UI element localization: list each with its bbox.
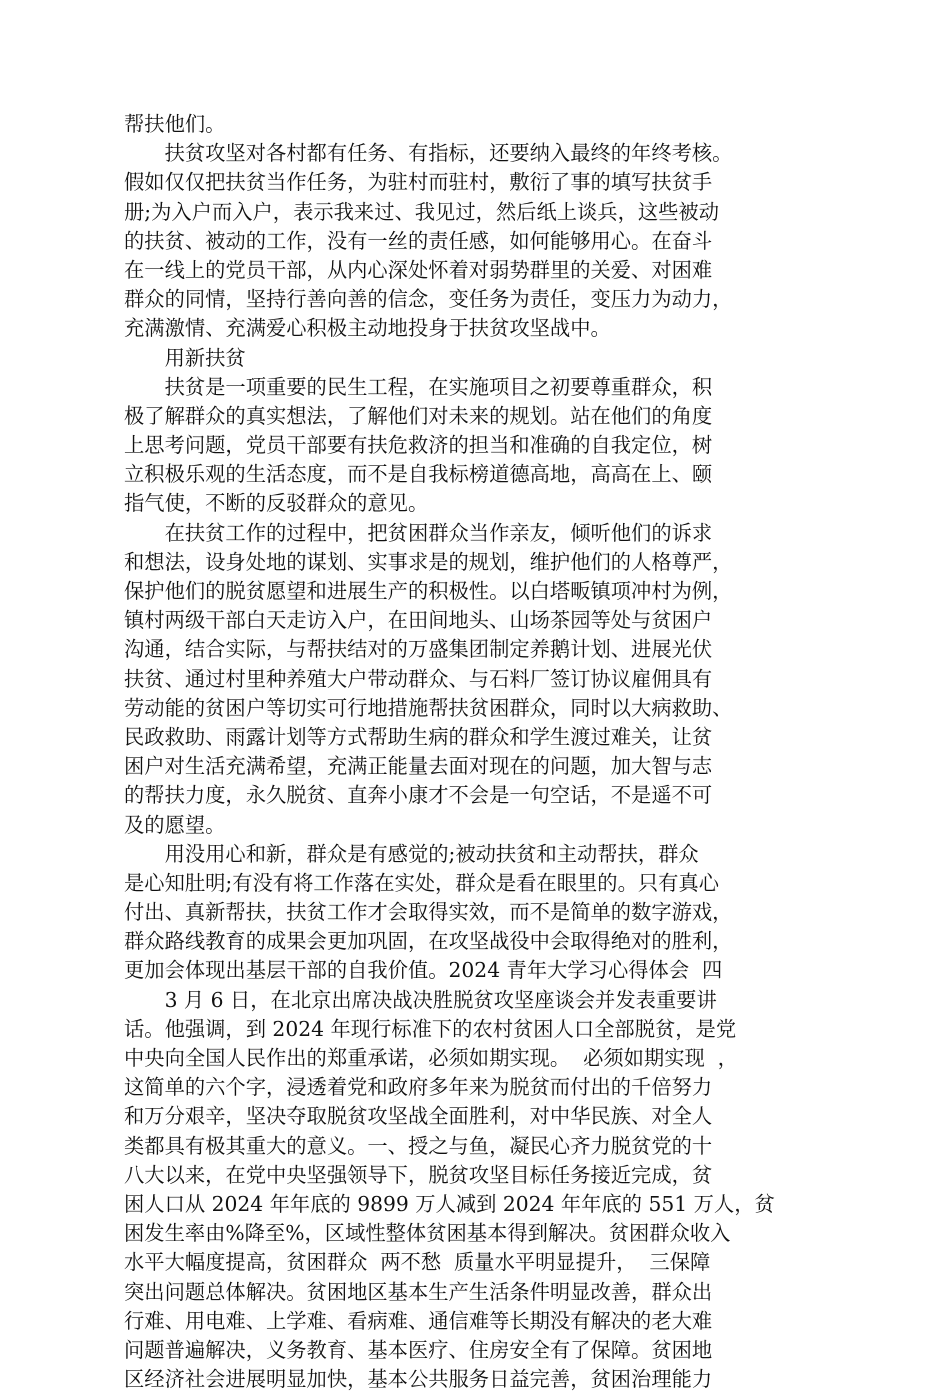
text-line: 册;为入户而入户，表示我来过、我见过，然后纸上谈兵，这些被动 [124,199,719,224]
text-line: 的帮扶力度，永久脱贫、直奔小康才不会是一句空话，不是遥不可 [124,783,713,808]
text-line: 极了解群众的真实想法，了解他们对未来的规划。站在他们的角度 [124,403,713,428]
text-line: 是心知肚明;有没有将工作落在实处，群众是看在眼里的。只有真心 [124,870,719,895]
text-line: 行难、用电难、上学难、看病难、通信难等长期没有解决的老大难 [124,1308,713,1333]
text-line: 用新扶贫 [124,345,246,370]
text-line: 假如仅仅把扶贫当作任务，为驻村而驻村，敷衍了事的填写扶贫手 [124,170,713,195]
text-line: 中央向全国人民作出的郑重承诺，必须如期实现。 必须如期实现 ， [124,1046,738,1070]
text-line: 和万分艰辛，坚决夺取脱贫攻坚战全面胜利，对中华民族、对全人 [124,1104,713,1129]
text-line: 上思考问题，党员干部要有扶危救济的担当和准确的自我定位，树 [124,433,713,458]
text-line: 立积极乐观的生活态度，而不是自我标榜道德高地，高高在上、颐 [124,462,713,487]
text-line: 用没用心和新，群众是有感觉的;被动扶贫和主动帮扶，群众 [124,841,699,866]
text-line: 和想法，设身处地的谋划、实事求是的规划，维护他们的人格尊严， [124,549,733,574]
text-line: 保护他们的脱贫愿望和进展生产的积极性。以白塔畈镇项冲村为例， [124,579,733,603]
text-line: 镇村两级干部白天走访入户，在田间地头、山场茶园等处与贫困户 [124,608,713,633]
text-line: 这简单的六个字，浸透着党和政府多年来为脱贫而付出的千倍努力 [124,1075,713,1100]
text-line: 扶贫攻坚对各村都有任务、有指标，还要纳入最终的年终考核。 [124,141,733,166]
text-line: 更加会体现出基层干部的自我价值。2024 青年大学习心得体会 四 [124,958,723,983]
text-line: 八大以来，在党中央坚强领导下，脱贫攻坚目标任务接近完成，贫 [124,1162,713,1187]
text-line: 扶贫是一项重要的民生工程，在实施项目之初要尊重群众，积 [124,374,713,399]
text-line: 类都具有极其重大的意义。一、授之与鱼，凝民心齐力脱贫党的十 [124,1133,713,1158]
text-line: 充满激情、充满爱心积极主动地投身于扶贫攻坚战中。 [124,316,611,341]
text-line: 困人口从 2024 年年底的 9899 万人减到 2024 年年底的 551 万人，贫 [124,1191,775,1216]
text-line: 民政救助、雨露计划等方式帮助生病的群众和学生渡过难关，让贫 [124,724,713,749]
text-line: 及的愿望。 [124,812,226,837]
text-line: 区经济社会进展明显加快，基本公共服务日益完善，贫困治理能力 [124,1367,713,1392]
text-line: 水平大幅度提高，贫困群众 两不愁 质量水平明显提升， 三保障 [124,1250,711,1275]
text-line: 在扶贫工作的过程中，把贫困群众当作亲友，倾听他们的诉求 [124,520,713,545]
text-line: 困户对生活充满希望，充满正能量去面对现在的问题，加大智与志 [124,754,713,779]
text-line: 3 月 6 日，在北京出席决战决胜脱贫攻坚座谈会并发表重要讲 [124,987,717,1012]
text-line: 沟通，结合实际，与帮扶结对的万盛集团制定养鹅计划、进展光伏 [124,637,713,662]
text-line: 的扶贫、被动的工作，没有一丝的责任感，如何能够用心。在奋斗 [124,228,713,253]
text-line: 在一线上的党员干部，从内心深处怀着对弱势群里的关爱、对困难 [124,257,713,282]
text-line: 指气使，不断的反驳群众的意见。 [124,491,429,516]
text-line: 话。他强调，到 2024 年现行标准下的农村贫困人口全部脱贫，是党 [124,1016,737,1041]
text-line: 问题普遍解决，义务教育、基本医疗、住房安全有了保障。贫困地 [124,1337,713,1362]
document-page [124,110,834,1394]
text-line: 帮扶他们。 [124,112,226,136]
text-line: 扶贫、通过村里种养殖大户带动群众、与石料厂签订协议雇佣具有 [124,666,713,691]
text-line: 突出问题总体解决。贫困地区基本生产生活条件明显改善，群众出 [124,1279,713,1304]
text-line: 困发生率由%降至%，区域性整体贫困基本得到解决。贫困群众收入 [124,1221,731,1246]
text-line: 群众的同情，坚持行善向善的信念，变任务为责任，变压力为动力， [124,287,733,312]
text-line: 群众路线教育的成果会更加巩固，在攻坚战役中会取得绝对的胜利， [124,929,733,954]
text-line: 付出、真新帮扶，扶贫工作才会取得实效，而不是简单的数字游戏， [124,900,733,925]
text-line: 劳动能的贫困户等切实可行地措施帮扶贫困群众，同时以大病救助、 [124,695,733,720]
